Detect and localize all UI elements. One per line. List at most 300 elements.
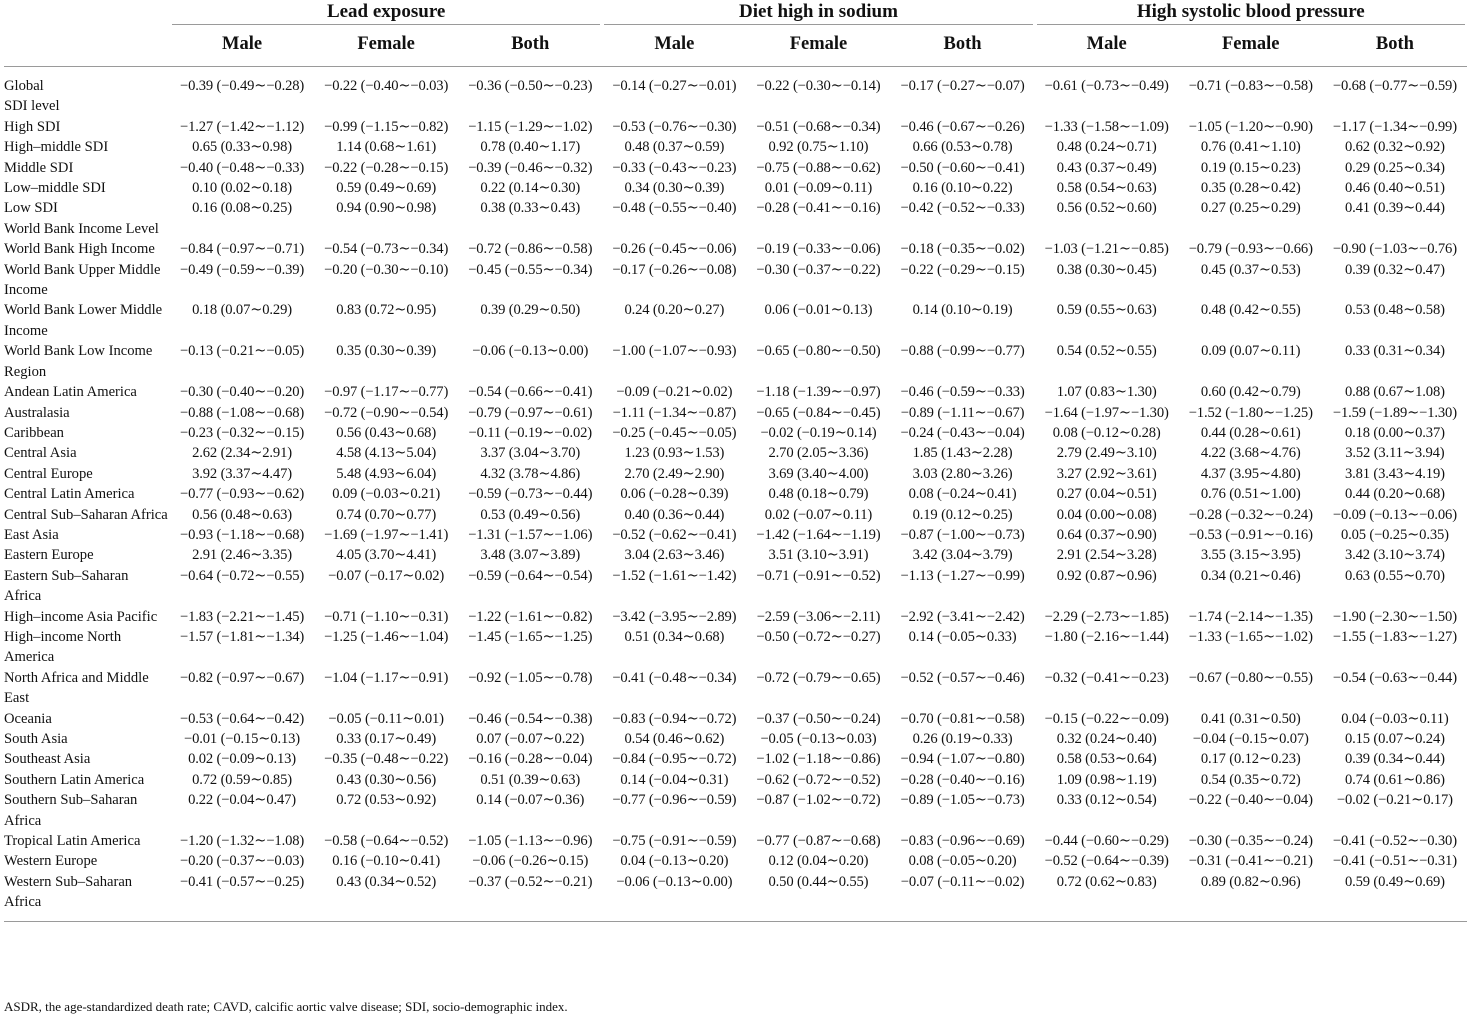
value-cell: −0.77 (−0.93∼−0.62) bbox=[180, 486, 305, 503]
row-label: Tropical Latin America bbox=[4, 833, 141, 850]
value-cell bbox=[602, 96, 746, 116]
table-row bbox=[4, 505, 1467, 525]
value-cell: −0.79 (−0.93∼−0.66) bbox=[1188, 241, 1313, 258]
value-cell: −0.71 (−0.91∼−0.52) bbox=[756, 567, 881, 584]
value-cell: −0.05 (−0.11∼0.01) bbox=[328, 710, 444, 727]
table-row bbox=[4, 749, 1467, 769]
value-cell: 2.91 (2.54∼3.28) bbox=[1056, 547, 1157, 564]
value-cell bbox=[891, 96, 1035, 116]
value-cell: −0.89 (−1.05∼−0.73) bbox=[900, 792, 1025, 809]
value-cell: 0.27 (0.04∼0.51) bbox=[1056, 486, 1157, 503]
value-cell: −2.92 (−3.41∼−2.42) bbox=[900, 608, 1025, 625]
table-row bbox=[4, 239, 1467, 259]
value-cell: −1.05 (−1.13∼−0.96) bbox=[468, 833, 593, 850]
table-row bbox=[4, 831, 1467, 851]
row-label: Western Sub–Saharan Africa bbox=[4, 873, 133, 911]
group-header-lead-exposure: Lead exposure bbox=[170, 0, 602, 26]
value-cell: 0.19 (0.12∼0.25) bbox=[912, 506, 1013, 523]
value-cell: −0.28 (−0.40∼−0.16) bbox=[900, 771, 1025, 788]
value-cell: −0.93 (−1.18∼−0.68) bbox=[180, 526, 305, 543]
value-cell: −0.94 (−1.07∼−0.80) bbox=[900, 751, 1025, 768]
value-cell: −1.15 (−1.29∼−1.02) bbox=[468, 118, 593, 135]
value-cell: −0.71 (−0.83∼−0.58) bbox=[1188, 78, 1313, 94]
value-cell: 0.12 (0.04∼0.20) bbox=[768, 853, 869, 870]
value-cell: 0.56 (0.52∼0.60) bbox=[1056, 200, 1157, 217]
value-cell: −0.07 (−0.11∼−0.02) bbox=[900, 873, 1025, 890]
value-cell: −1.20 (−1.32∼−1.08) bbox=[180, 833, 305, 850]
value-cell: 0.45 (0.37∼0.53) bbox=[1200, 261, 1301, 278]
value-cell: 0.72 (0.59∼0.85) bbox=[192, 771, 292, 788]
value-cell: −1.55 (−1.83∼−1.27) bbox=[1332, 628, 1457, 645]
value-cell: −1.27 (−1.42∼−1.12) bbox=[180, 118, 305, 135]
value-cell: 0.02 (−0.07∼0.11) bbox=[764, 506, 873, 523]
value-cell: −0.51 (−0.68∼−0.34) bbox=[756, 118, 881, 135]
value-cell: 0.14 (−0.04∼0.31) bbox=[620, 771, 729, 788]
value-cell: −0.67 (−0.80∼−0.55) bbox=[1188, 669, 1313, 686]
value-cell: −0.64 (−0.72∼−0.55) bbox=[180, 567, 305, 584]
value-cell: 0.53 (0.49∼0.56) bbox=[480, 506, 581, 523]
value-cell: −0.50 (−0.60∼−0.41) bbox=[900, 159, 1025, 176]
value-cell: −0.99 (−1.15∼−0.82) bbox=[324, 118, 449, 135]
value-cell: −0.22 (−0.28∼−0.15) bbox=[324, 159, 449, 176]
value-cell: −1.52 (−1.61∼−1.42) bbox=[612, 567, 737, 584]
table-row bbox=[4, 137, 1467, 157]
value-cell: −0.50 (−0.72∼−0.27) bbox=[756, 628, 881, 645]
row-label: High SDI bbox=[4, 118, 61, 135]
table-row bbox=[4, 117, 1467, 137]
value-cell: 2.70 (2.05∼3.36) bbox=[768, 445, 869, 462]
table-row bbox=[4, 545, 1467, 565]
corner-cell bbox=[4, 0, 170, 26]
value-cell: 0.01 (−0.09∼0.11) bbox=[764, 180, 873, 197]
column-header-label bbox=[4, 26, 170, 67]
row-label: High–middle SDI bbox=[4, 139, 109, 156]
value-cell: −0.53 (−0.91∼−0.16) bbox=[1188, 526, 1313, 543]
table-row bbox=[4, 443, 1467, 463]
value-cell: 0.59 (0.55∼0.63) bbox=[1056, 302, 1157, 319]
row-label: High–income North America bbox=[4, 628, 122, 666]
value-cell: 0.15 (0.07∼0.24) bbox=[1344, 731, 1445, 747]
value-cell: 0.83 (0.72∼0.95) bbox=[336, 302, 437, 319]
data-table-container bbox=[4, 0, 1467, 922]
value-cell: 0.09 (0.07∼0.11) bbox=[1201, 343, 1301, 360]
value-cell: −0.77 (−0.96∼−0.59) bbox=[612, 792, 737, 809]
value-cell: 0.78 (0.40∼1.17) bbox=[480, 139, 581, 156]
table-row bbox=[4, 362, 1467, 382]
value-cell bbox=[1035, 219, 1179, 239]
value-cell: −1.74 (−2.14∼−1.35) bbox=[1188, 608, 1313, 625]
value-cell: −1.31 (−1.57∼−1.06) bbox=[468, 526, 593, 543]
table-row bbox=[4, 382, 1467, 402]
value-cell: 4.58 (4.13∼5.04) bbox=[336, 445, 437, 462]
value-cell: −1.59 (−1.89∼−1.30) bbox=[1332, 404, 1457, 421]
column-header-sbp-both: Both bbox=[1323, 26, 1467, 67]
row-label: Australasia bbox=[4, 404, 70, 421]
value-cell: −0.87 (−1.02∼−0.72) bbox=[756, 792, 881, 809]
value-cell: 4.22 (3.68∼4.76) bbox=[1200, 445, 1301, 462]
value-cell: 0.24 (0.20∼0.27) bbox=[624, 302, 725, 319]
value-cell: −1.64 (−1.97∼−1.30) bbox=[1044, 404, 1169, 421]
value-cell: 0.59 (0.49∼0.69) bbox=[336, 180, 437, 197]
value-cell: 3.48 (3.07∼3.89) bbox=[480, 547, 581, 564]
value-cell bbox=[170, 219, 314, 239]
value-cell: −0.83 (−0.96∼−0.69) bbox=[900, 833, 1025, 850]
value-cell: 3.51 (3.10∼3.91) bbox=[768, 547, 869, 564]
value-cell: −0.52 (−0.64∼−0.39) bbox=[1044, 853, 1169, 870]
value-cell: −0.39 (−0.46∼−0.32) bbox=[468, 159, 593, 176]
value-cell: 3.42 (3.04∼3.79) bbox=[912, 547, 1013, 564]
value-cell: −1.04 (−1.17∼−0.91) bbox=[324, 669, 449, 686]
row-label: North Africa and Middle East bbox=[4, 669, 149, 707]
value-cell: −0.46 (−0.67∼−0.26) bbox=[900, 118, 1025, 135]
value-cell: −1.18 (−1.39∼−0.97) bbox=[756, 384, 881, 401]
value-cell: −0.71 (−1.10∼−0.31) bbox=[324, 608, 449, 625]
row-label: World Bank Income Level bbox=[4, 220, 159, 237]
value-cell: −1.45 (−1.65∼−1.25) bbox=[468, 628, 593, 645]
row-label: Southern Latin America bbox=[4, 771, 145, 788]
value-cell: 2.70 (2.49∼2.90) bbox=[624, 465, 725, 482]
table-row bbox=[4, 790, 1467, 831]
value-cell bbox=[602, 362, 746, 382]
value-cell: 0.92 (0.87∼0.96) bbox=[1056, 567, 1157, 584]
row-label: East Asia bbox=[4, 526, 59, 543]
row-label: Southeast Asia bbox=[4, 751, 91, 768]
row-label: Central Latin America bbox=[4, 486, 135, 503]
row-label: Andean Latin America bbox=[4, 384, 137, 401]
value-cell: 0.60 (0.42∼0.79) bbox=[1200, 384, 1301, 401]
value-cell: −0.36 (−0.50∼−0.23) bbox=[468, 78, 593, 94]
table-row bbox=[4, 300, 1467, 341]
value-cell: −0.14 (−0.27∼−0.01) bbox=[612, 78, 737, 94]
value-cell: −0.42 (−0.52∼−0.33) bbox=[900, 200, 1025, 217]
table-row bbox=[4, 423, 1467, 443]
value-cell bbox=[1323, 219, 1467, 239]
value-cell: 0.64 (0.37∼0.90) bbox=[1056, 526, 1157, 543]
value-cell: 0.19 (0.15∼0.23) bbox=[1200, 159, 1301, 176]
value-cell: 0.63 (0.55∼0.70) bbox=[1344, 567, 1445, 584]
value-cell: −0.70 (−0.81∼−0.58) bbox=[900, 710, 1025, 727]
value-cell: −0.30 (−0.40∼−0.20) bbox=[180, 384, 305, 401]
value-cell: −0.16 (−0.28∼−0.04) bbox=[468, 751, 593, 768]
value-cell: 3.55 (3.15∼3.95) bbox=[1200, 547, 1301, 564]
value-cell: 0.76 (0.51∼1.00) bbox=[1200, 486, 1301, 503]
value-cell bbox=[458, 362, 602, 382]
table-row bbox=[4, 709, 1467, 729]
value-cell: 0.48 (0.18∼0.79) bbox=[768, 486, 869, 503]
value-cell: −0.84 (−0.95∼−0.72) bbox=[612, 751, 737, 768]
row-label: World Bank Lower Middle Income bbox=[4, 302, 163, 339]
value-cell: −1.00 (−1.07∼−0.93) bbox=[612, 343, 737, 360]
value-cell: 0.14 (−0.05∼0.33) bbox=[908, 628, 1017, 645]
value-cell: −1.42 (−1.64∼−1.19) bbox=[756, 526, 881, 543]
value-cell: −0.62 (−0.72∼−0.52) bbox=[756, 771, 881, 788]
value-cell: −0.87 (−1.00∼−0.73) bbox=[900, 526, 1025, 543]
value-cell: 1.14 (0.68∼1.61) bbox=[336, 139, 437, 156]
value-cell: 0.62 (0.32∼0.92) bbox=[1344, 139, 1445, 156]
value-cell: 0.43 (0.37∼0.49) bbox=[1056, 159, 1157, 176]
value-cell: −0.22 (−0.40∼−0.04) bbox=[1188, 792, 1313, 809]
value-cell: 4.05 (3.70∼4.41) bbox=[336, 547, 437, 564]
value-cell: 0.48 (0.37∼0.59) bbox=[624, 139, 725, 156]
value-cell: −1.11 (−1.34∼−0.87) bbox=[612, 404, 737, 421]
value-cell: −2.59 (−3.06∼−2.11) bbox=[756, 608, 881, 625]
value-cell: 2.62 (2.34∼2.91) bbox=[192, 445, 292, 462]
value-cell: 0.76 (0.41∼1.10) bbox=[1200, 139, 1301, 156]
value-cell: −0.92 (−1.05∼−0.78) bbox=[468, 669, 593, 686]
value-cell bbox=[458, 219, 602, 239]
value-cell: −0.65 (−0.80∼−0.50) bbox=[756, 343, 881, 360]
value-cell: 0.05 (−0.25∼0.35) bbox=[1340, 526, 1449, 543]
value-cell: 2.91 (2.46∼3.35) bbox=[192, 547, 292, 564]
value-cell bbox=[170, 362, 314, 382]
value-cell: −0.88 (−1.08∼−0.68) bbox=[180, 404, 305, 421]
value-cell: 0.51 (0.34∼0.68) bbox=[624, 628, 725, 645]
table-row bbox=[4, 403, 1467, 423]
row-label: Central Europe bbox=[4, 465, 93, 482]
value-cell: −0.82 (−0.97∼−0.67) bbox=[180, 669, 305, 686]
value-cell: 4.37 (3.95∼4.80) bbox=[1200, 465, 1301, 482]
value-cell: 3.69 (3.40∼4.00) bbox=[768, 465, 869, 482]
row-label: Central Sub–Saharan Africa bbox=[4, 506, 168, 523]
value-cell: −0.68 (−0.77∼−0.59) bbox=[1332, 78, 1457, 94]
value-cell: −0.20 (−0.37∼−0.03) bbox=[180, 853, 305, 870]
row-label: Eastern Europe bbox=[4, 547, 94, 564]
value-cell: 0.18 (0.07∼0.29) bbox=[192, 302, 292, 319]
table-row bbox=[4, 484, 1467, 504]
value-cell: 0.08 (−0.12∼0.28) bbox=[1052, 424, 1161, 441]
column-header-sodium-both: Both bbox=[891, 26, 1035, 67]
value-cell: 0.54 (0.52∼0.55) bbox=[1056, 343, 1157, 360]
value-cell: −0.53 (−0.64∼−0.42) bbox=[180, 710, 305, 727]
row-label: Middle SDI bbox=[4, 159, 74, 176]
value-cell bbox=[1323, 96, 1467, 116]
value-cell: −0.02 (−0.21∼0.17) bbox=[1336, 792, 1453, 809]
value-cell: 0.41 (0.39∼0.44) bbox=[1344, 200, 1445, 217]
value-cell: 0.14 (−0.07∼0.36) bbox=[476, 792, 585, 809]
value-cell: −0.48 (−0.55∼−0.40) bbox=[612, 200, 737, 217]
value-cell: −0.26 (−0.45∼−0.06) bbox=[612, 241, 737, 258]
value-cell: 0.41 (0.31∼0.50) bbox=[1200, 710, 1301, 727]
row-label: SDI level bbox=[4, 98, 60, 115]
value-cell: −0.28 (−0.41∼−0.16) bbox=[756, 200, 881, 217]
value-cell: 0.06 (−0.28∼0.39) bbox=[620, 486, 729, 503]
value-cell: −1.90 (−2.30∼−1.50) bbox=[1332, 608, 1457, 625]
value-cell: −0.17 (−0.27∼−0.07) bbox=[900, 78, 1025, 94]
value-cell: −0.19 (−0.33∼−0.06) bbox=[756, 241, 881, 258]
value-cell: 0.09 (−0.03∼0.21) bbox=[332, 486, 441, 503]
value-cell: 0.06 (−0.01∼0.13) bbox=[764, 302, 873, 319]
value-cell: 0.59 (0.49∼0.69) bbox=[1344, 873, 1445, 890]
value-cell: −0.37 (−0.50∼−0.24) bbox=[756, 710, 881, 727]
value-cell: −0.39 (−0.49∼−0.28) bbox=[180, 78, 305, 94]
row-label: Western Europe bbox=[4, 853, 98, 870]
value-cell: −0.79 (−0.97∼−0.61) bbox=[468, 404, 593, 421]
value-cell: 0.74 (0.61∼0.86) bbox=[1344, 771, 1445, 788]
value-cell: −0.06 (−0.13∼0.00) bbox=[616, 873, 733, 890]
value-cell: −0.59 (−0.73∼−0.44) bbox=[468, 486, 593, 503]
value-cell: 0.16 (0.10∼0.22) bbox=[912, 180, 1013, 197]
value-cell: 0.54 (0.35∼0.72) bbox=[1200, 771, 1301, 788]
row-label: High–income Asia Pacific bbox=[4, 608, 158, 625]
value-cell: 0.04 (−0.13∼0.20) bbox=[620, 853, 729, 870]
value-cell: 0.39 (0.34∼0.44) bbox=[1344, 751, 1445, 768]
value-cell: −0.01 (−0.15∼0.13) bbox=[184, 731, 301, 747]
table-row bbox=[4, 158, 1467, 178]
table-row bbox=[4, 219, 1467, 239]
value-cell: 0.22 (−0.04∼0.47) bbox=[188, 792, 296, 809]
value-cell: −0.41 (−0.57∼−0.25) bbox=[180, 873, 305, 890]
value-cell: 0.89 (0.82∼0.96) bbox=[1200, 873, 1301, 890]
value-cell: 0.39 (0.32∼0.47) bbox=[1344, 261, 1445, 278]
value-cell: −1.80 (−2.16∼−1.44) bbox=[1044, 628, 1169, 645]
value-cell: 4.32 (3.78∼4.86) bbox=[480, 465, 581, 482]
value-cell: 0.04 (−0.03∼0.11) bbox=[1341, 710, 1449, 727]
value-cell: −1.57 (−1.81∼−1.34) bbox=[180, 628, 305, 645]
value-cell: 0.58 (0.53∼0.64) bbox=[1056, 751, 1157, 768]
value-cell bbox=[1035, 96, 1179, 116]
value-cell: 0.33 (0.17∼0.49) bbox=[336, 731, 437, 747]
value-cell: −0.84 (−0.97∼−0.71) bbox=[180, 241, 305, 258]
value-cell: −0.09 (−0.13∼−0.06) bbox=[1332, 506, 1457, 523]
value-cell: −0.11 (−0.19∼−0.02) bbox=[468, 424, 592, 441]
value-cell: −0.41 (−0.52∼−0.30) bbox=[1332, 833, 1457, 850]
column-header-lead-male: Male bbox=[170, 26, 314, 67]
table-row bbox=[4, 566, 1467, 607]
column-header-lead-female: Female bbox=[314, 26, 458, 67]
value-cell: 0.40 (0.36∼0.44) bbox=[624, 506, 725, 523]
value-cell: 3.27 (2.92∼3.61) bbox=[1056, 465, 1157, 482]
value-cell: 3.81 (3.43∼4.19) bbox=[1344, 465, 1445, 482]
value-cell: −0.52 (−0.62∼−0.41) bbox=[612, 526, 737, 543]
value-cell: −0.54 (−0.66∼−0.41) bbox=[468, 384, 593, 401]
value-cell: 0.04 (0.00∼0.08) bbox=[1056, 506, 1157, 523]
value-cell bbox=[170, 96, 314, 116]
value-cell bbox=[314, 219, 458, 239]
value-cell: −0.17 (−0.26∼−0.08) bbox=[612, 261, 737, 278]
value-cell: 3.03 (2.80∼3.26) bbox=[912, 465, 1013, 482]
value-cell bbox=[602, 219, 746, 239]
table-row bbox=[4, 729, 1467, 749]
value-cell: −0.44 (−0.60∼−0.29) bbox=[1044, 833, 1169, 850]
value-cell: −0.65 (−0.84∼−0.45) bbox=[756, 404, 881, 421]
value-cell: 0.65 (0.33∼0.98) bbox=[192, 139, 292, 156]
column-header-sodium-female: Female bbox=[746, 26, 890, 67]
table-row bbox=[4, 627, 1467, 668]
value-cell bbox=[1179, 96, 1323, 116]
table-row bbox=[4, 260, 1467, 301]
value-cell: −2.29 (−2.73∼−1.85) bbox=[1044, 608, 1169, 625]
value-cell: 0.66 (0.53∼0.78) bbox=[912, 139, 1013, 156]
value-cell: 0.16 (−0.10∼0.41) bbox=[332, 853, 441, 870]
value-cell: −0.75 (−0.88∼−0.62) bbox=[756, 159, 881, 176]
value-cell: 0.16 (0.08∼0.25) bbox=[192, 200, 292, 217]
value-cell: −0.30 (−0.35∼−0.24) bbox=[1188, 833, 1313, 850]
value-cell: −0.06 (−0.13∼0.00) bbox=[472, 343, 589, 360]
value-cell: 0.33 (0.31∼0.34) bbox=[1344, 343, 1445, 360]
table-row bbox=[4, 341, 1467, 361]
value-cell: 0.22 (0.14∼0.30) bbox=[480, 180, 581, 197]
value-cell bbox=[314, 362, 458, 382]
value-cell: 0.35 (0.30∼0.39) bbox=[336, 343, 437, 360]
value-cell: −0.37 (−0.52∼−0.21) bbox=[468, 873, 593, 890]
value-cell: 0.51 (0.39∼0.63) bbox=[480, 771, 581, 788]
value-cell bbox=[314, 96, 458, 116]
row-label: Central Asia bbox=[4, 445, 77, 462]
value-cell: −0.77 (−0.87∼−0.68) bbox=[756, 833, 881, 850]
value-cell: 2.79 (2.49∼3.10) bbox=[1056, 445, 1157, 462]
value-cell: 0.34 (0.21∼0.46) bbox=[1200, 567, 1301, 584]
value-cell: −0.02 (−0.19∼0.14) bbox=[760, 424, 877, 441]
value-cell: −0.97 (−1.17∼−0.77) bbox=[324, 384, 449, 401]
value-cell: −0.15 (−0.22∼−0.09) bbox=[1044, 710, 1169, 727]
value-cell: −0.05 (−0.13∼0.03) bbox=[760, 731, 877, 747]
row-label: Region bbox=[4, 363, 47, 380]
value-cell: 0.29 (0.25∼0.34) bbox=[1344, 159, 1445, 176]
value-cell: −0.18 (−0.35∼−0.02) bbox=[900, 241, 1025, 258]
value-cell: 0.43 (0.30∼0.56) bbox=[336, 771, 437, 788]
value-cell: 0.39 (0.29∼0.50) bbox=[480, 302, 581, 319]
value-cell: −0.72 (−0.90∼−0.54) bbox=[324, 404, 449, 421]
value-cell: −0.54 (−0.73∼−0.34) bbox=[324, 241, 449, 258]
column-header-lead-both: Both bbox=[458, 26, 602, 67]
table-row bbox=[4, 178, 1467, 198]
value-cell: −1.22 (−1.61∼−0.82) bbox=[468, 608, 593, 625]
value-cell: −0.22 (−0.29∼−0.15) bbox=[900, 261, 1025, 278]
value-cell: 1.07 (0.83∼1.30) bbox=[1056, 384, 1157, 401]
value-cell: −0.33 (−0.43∼−0.23) bbox=[612, 159, 737, 176]
value-cell: 0.48 (0.24∼0.71) bbox=[1056, 139, 1157, 156]
group-header-diet-high-in-sodium: Diet high in sodium bbox=[602, 0, 1034, 26]
table-row bbox=[4, 872, 1467, 913]
column-header-sbp-male: Male bbox=[1035, 26, 1179, 67]
table-row bbox=[4, 668, 1467, 709]
value-cell: 0.56 (0.43∼0.68) bbox=[336, 424, 437, 441]
table-row bbox=[4, 607, 1467, 627]
row-label: World Bank High Income bbox=[4, 241, 155, 258]
value-cell: 0.92 (0.75∼1.10) bbox=[768, 139, 869, 156]
value-cell: 0.08 (−0.05∼0.20) bbox=[908, 853, 1017, 870]
value-cell: −0.24 (−0.43∼−0.04) bbox=[900, 424, 1025, 441]
value-cell: 0.10 (0.02∼0.18) bbox=[192, 180, 292, 197]
value-cell bbox=[891, 219, 1035, 239]
value-cell: −0.06 (−0.26∼0.15) bbox=[472, 853, 589, 870]
value-cell: −0.45 (−0.55∼−0.34) bbox=[468, 261, 593, 278]
value-cell: 0.53 (0.48∼0.58) bbox=[1344, 302, 1445, 319]
table-header bbox=[4, 0, 1467, 67]
column-header-sbp-female: Female bbox=[1179, 26, 1323, 67]
value-cell: 0.46 (0.40∼0.51) bbox=[1344, 180, 1445, 197]
table-row bbox=[4, 464, 1467, 484]
value-cell bbox=[1179, 362, 1323, 382]
value-cell: 0.14 (0.10∼0.19) bbox=[912, 302, 1013, 319]
value-cell: 0.74 (0.70∼0.77) bbox=[336, 506, 437, 523]
value-cell: −0.83 (−0.94∼−0.72) bbox=[612, 710, 737, 727]
value-cell bbox=[1179, 219, 1323, 239]
value-cell: −0.89 (−1.11∼−0.67) bbox=[900, 404, 1025, 421]
row-label: Southern Sub–Saharan Africa bbox=[4, 792, 138, 829]
value-cell: −0.54 (−0.63∼−0.44) bbox=[1332, 669, 1457, 686]
value-cell: 0.88 (0.67∼1.08) bbox=[1344, 384, 1445, 401]
table-row bbox=[4, 525, 1467, 545]
value-cell: −0.04 (−0.15∼0.07) bbox=[1192, 731, 1309, 747]
value-cell: −0.41 (−0.51∼−0.31) bbox=[1332, 853, 1457, 870]
value-cell: −1.33 (−1.58∼−1.09) bbox=[1044, 118, 1169, 135]
value-cell: 0.38 (0.30∼0.45) bbox=[1056, 261, 1157, 278]
value-cell: 3.04 (2.63∼3.46) bbox=[624, 547, 725, 564]
table-row bbox=[4, 96, 1467, 116]
value-cell: −1.25 (−1.46∼−1.04) bbox=[324, 628, 449, 645]
value-cell: −0.22 (−0.30∼−0.14) bbox=[756, 78, 881, 94]
